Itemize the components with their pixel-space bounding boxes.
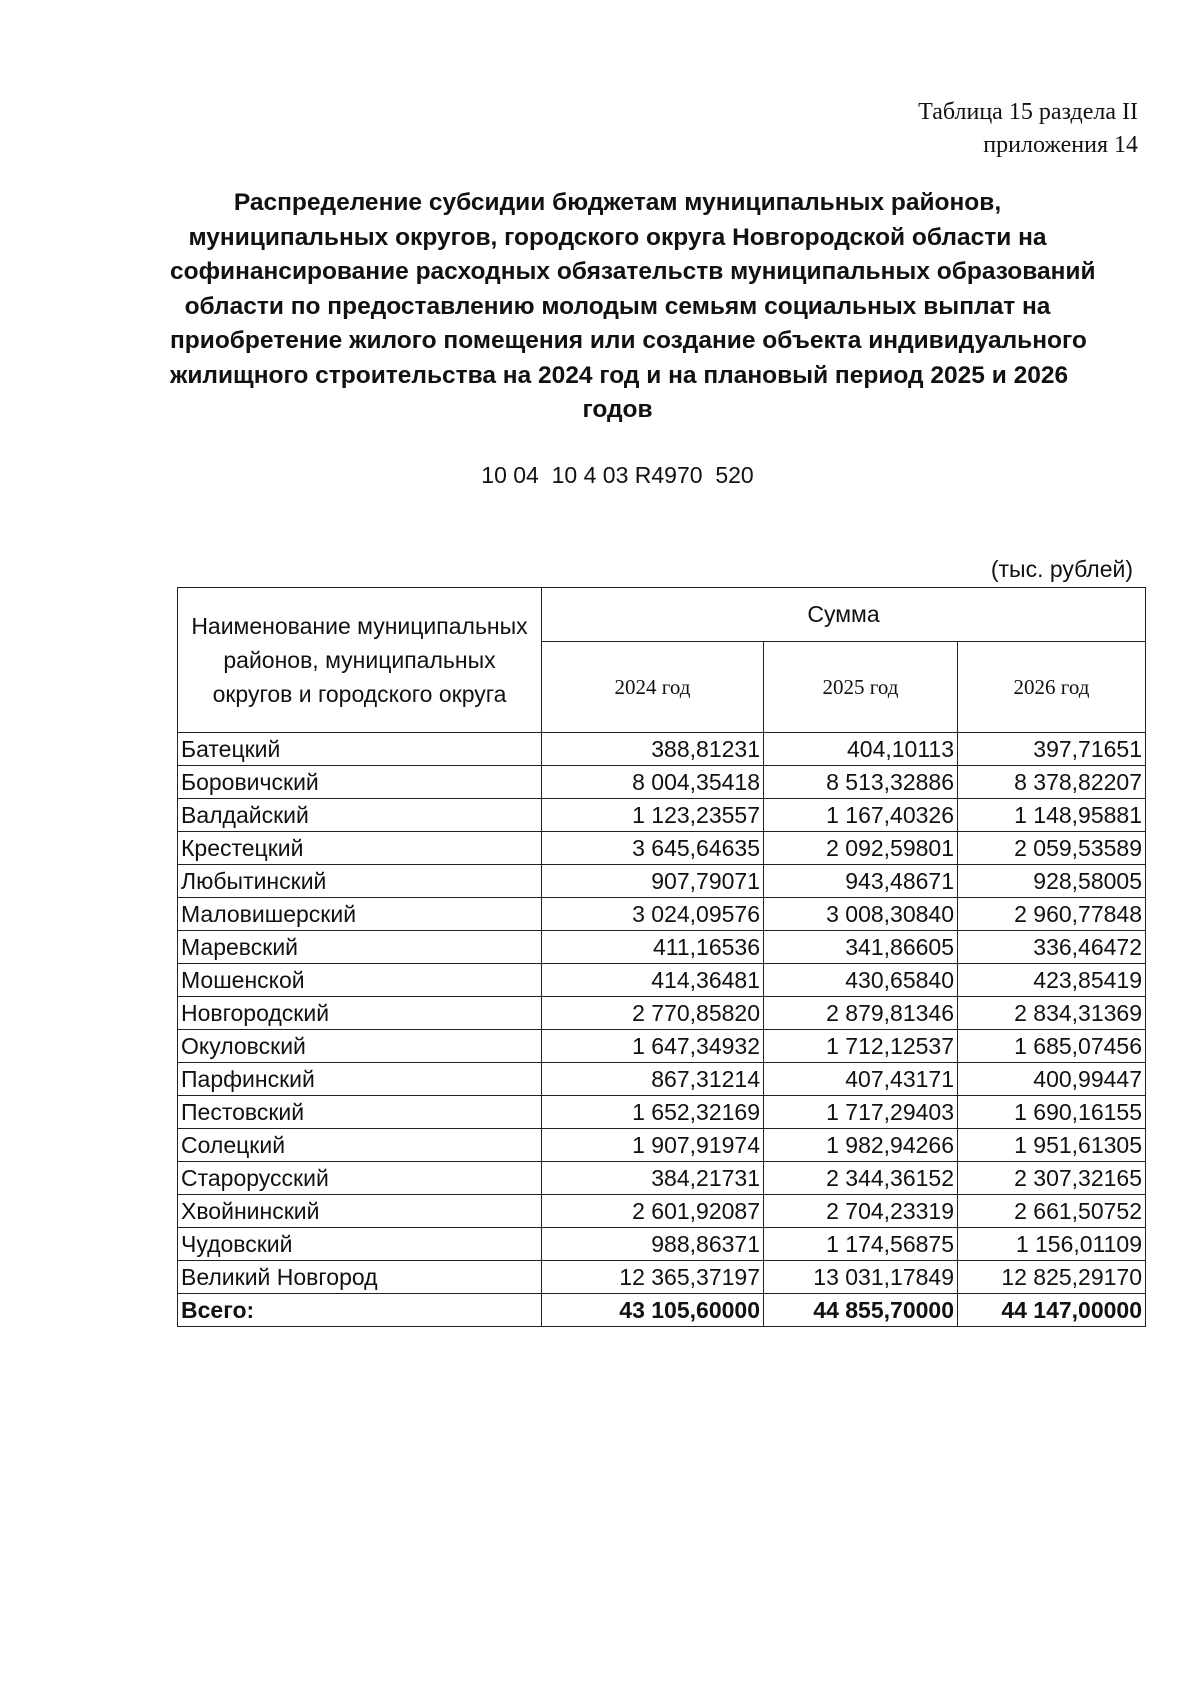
value-2025: 3 008,30840	[764, 898, 958, 931]
total-2026: 44 147,00000	[958, 1294, 1146, 1327]
value-2026: 1 685,07456	[958, 1030, 1146, 1063]
table-reference	[918, 96, 1138, 162]
title-line: муниципальных округов, городского округа Новгородской области на	[188, 223, 1047, 251]
table-row	[178, 1129, 1146, 1162]
value-2025: 404,10113	[764, 733, 958, 766]
value-2025: 2 704,23319	[764, 1195, 958, 1228]
value-2026: 2 307,32165	[958, 1162, 1146, 1195]
value-2026: 1 690,16155	[958, 1096, 1146, 1129]
year-2024-header: 2024 год	[542, 642, 764, 733]
total-2025: 44 855,70000	[764, 1294, 958, 1327]
table-row	[178, 1195, 1146, 1228]
district-name: Любытинский	[178, 865, 542, 898]
value-2024: 1 652,32169	[542, 1096, 764, 1129]
district-name: Старорусский	[178, 1162, 542, 1195]
value-2024: 12 365,37197	[542, 1261, 764, 1294]
budget-code: 10 04 10 4 03 R4970 520	[481, 462, 754, 488]
district-name: Крестецкий	[178, 832, 542, 865]
value-2025: 430,65840	[764, 964, 958, 997]
value-2024: 384,21731	[542, 1162, 764, 1195]
value-2026: 12 825,29170	[958, 1261, 1146, 1294]
value-2026: 2 834,31369	[958, 997, 1146, 1030]
value-2024: 388,81231	[542, 733, 764, 766]
value-2026: 1 148,95881	[958, 799, 1146, 832]
value-2024: 1 647,34932	[542, 1030, 764, 1063]
title-line: жилищного строительства на 2024 год и на плановый период 2025 и 2026	[170, 361, 1069, 389]
value-2024: 988,86371	[542, 1228, 764, 1261]
title-line: годов	[582, 396, 653, 423]
table-row	[178, 931, 1146, 964]
total-label: Всего:	[178, 1294, 542, 1327]
title-line: софинансирование расходных обязательств муниципальных образований	[170, 258, 1096, 285]
table-row	[178, 1030, 1146, 1063]
reference-line-1: Таблица 15 раздела II	[918, 99, 1138, 125]
units-label: (тыс. рублей)	[990, 556, 1133, 582]
value-2025: 943,48671	[764, 865, 958, 898]
table-row	[178, 1063, 1146, 1096]
value-2026: 928,58005	[958, 865, 1146, 898]
title-line: области по предоставлению молодым семьям социальных выплат на	[184, 292, 1051, 320]
district-name: Чудовский	[178, 1228, 542, 1261]
district-name: Боровичский	[178, 766, 542, 799]
district-name: Маловишерский	[178, 898, 542, 931]
table-body	[178, 733, 1146, 1327]
value-2026: 1 156,01109	[958, 1228, 1146, 1261]
table-row	[178, 1162, 1146, 1195]
value-2024: 8 004,35418	[542, 766, 764, 799]
value-2025: 2 344,36152	[764, 1162, 958, 1195]
district-name: Батецкий	[178, 733, 542, 766]
district-name: Пестовский	[178, 1096, 542, 1129]
value-2025: 407,43171	[764, 1063, 958, 1096]
value-2026: 2 661,50752	[958, 1195, 1146, 1228]
value-2026: 8 378,82207	[958, 766, 1146, 799]
subsidy-table	[177, 587, 1146, 1327]
value-2026: 2 960,77848	[958, 898, 1146, 931]
value-2025: 1 717,29403	[764, 1096, 958, 1129]
district-name: Солецкий	[178, 1129, 542, 1162]
value-2024: 2 770,85820	[542, 997, 764, 1030]
value-2025: 13 031,17849	[764, 1261, 958, 1294]
table-row	[178, 799, 1146, 832]
table-row	[178, 964, 1146, 997]
value-2025: 2 879,81346	[764, 997, 958, 1030]
title-line: приобретение жилого помещения или создание объекта индивидуального	[170, 327, 1087, 354]
district-name: Маревский	[178, 931, 542, 964]
name-column-header: Наименование муниципальных районов, муниципальных округов и городского округа	[178, 588, 542, 733]
value-2026: 1 951,61305	[958, 1129, 1146, 1162]
district-name: Валдайский	[178, 799, 542, 832]
reference-line-2: приложения 14	[983, 132, 1138, 158]
value-2024: 3 645,64635	[542, 832, 764, 865]
value-2026: 2 059,53589	[958, 832, 1146, 865]
district-name: Великий Новгород	[178, 1261, 542, 1294]
value-2025: 341,86605	[764, 931, 958, 964]
value-2024: 3 024,09576	[542, 898, 764, 931]
title-line: Распределение субсидии бюджетам муниципальных районов,	[233, 189, 1002, 216]
value-2025: 1 167,40326	[764, 799, 958, 832]
value-2026: 336,46472	[958, 931, 1146, 964]
value-2024: 907,79071	[542, 865, 764, 898]
value-2025: 1 982,94266	[764, 1129, 958, 1162]
table-row	[178, 1228, 1146, 1261]
value-2024: 1 907,91974	[542, 1129, 764, 1162]
table-row	[178, 997, 1146, 1030]
table-row	[178, 766, 1146, 799]
value-2025: 2 092,59801	[764, 832, 958, 865]
value-2026: 397,71651	[958, 733, 1146, 766]
table-row	[178, 898, 1146, 931]
table-row	[178, 733, 1146, 766]
value-2024: 2 601,92087	[542, 1195, 764, 1228]
total-row	[178, 1294, 1146, 1327]
value-2025: 1 174,56875	[764, 1228, 958, 1261]
value-2024: 411,16536	[542, 931, 764, 964]
year-2025-header: 2025 год	[764, 642, 958, 733]
table-row	[178, 1261, 1146, 1294]
sum-column-header: Сумма	[542, 588, 1146, 642]
district-name: Окуловский	[178, 1030, 542, 1063]
table-row	[178, 1096, 1146, 1129]
value-2025: 8 513,32886	[764, 766, 958, 799]
year-2026-header: 2026 год	[958, 642, 1146, 733]
table-row	[178, 865, 1146, 898]
value-2024: 414,36481	[542, 964, 764, 997]
total-2024: 43 105,60000	[542, 1294, 764, 1327]
value-2024: 1 123,23557	[542, 799, 764, 832]
document-title	[170, 186, 1096, 428]
district-name: Хвойнинский	[178, 1195, 542, 1228]
table-row	[178, 832, 1146, 865]
district-name: Парфинский	[178, 1063, 542, 1096]
district-name: Новгородский	[178, 997, 542, 1030]
value-2024: 867,31214	[542, 1063, 764, 1096]
value-2025: 1 712,12537	[764, 1030, 958, 1063]
value-2026: 400,99447	[958, 1063, 1146, 1096]
value-2026: 423,85419	[958, 964, 1146, 997]
district-name: Мошенской	[178, 964, 542, 997]
